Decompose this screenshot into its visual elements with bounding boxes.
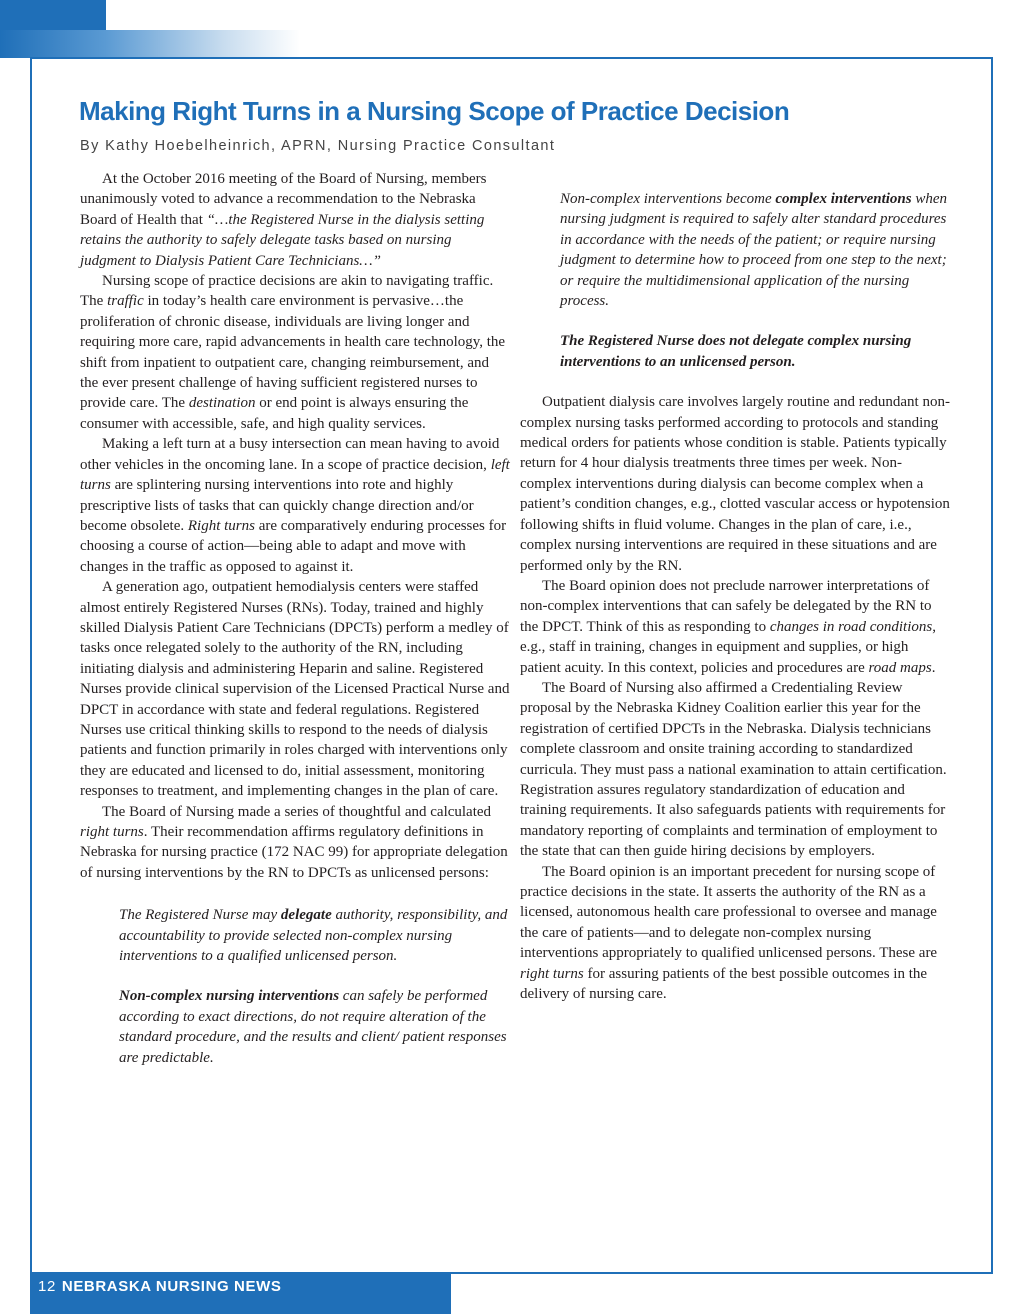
paragraph-credentialing: The Board of Nursing also affirmed a Credentialing Review proposal by the Nebraska Kidney Coalition earlier this year for the registration of certified DPCTs in the Nebraska. Dialysis technicians complete classroom and onsite training according to standardized curricula. They must pass a national examination to attain certification. Registration assures regulatory standardization of education and training requirements. It also safeguards patients with requirements for mandatory reporting of complaints and termination of employment to the state that can then guide hiring decisions by employers.: [520, 679, 947, 860]
article-byline: By Kathy Hoebelheinrich, APRN, Nursing Practice Consultant: [80, 138, 556, 154]
footer: [38, 1278, 281, 1295]
paragraph-board-opinion: The Board opinion does not preclude narrower interpretations of non-complex interventions that can safely be delegated by the RN to the DPCT. Think of this as responding to changes in road conditions, e.g., staff in training, changes in equipment and supplies, or high patient acuity. In this context, policies and procedures are road maps.: [520, 577, 936, 676]
right-column: [520, 189, 950, 1004]
quote-delegate: The Registered Nurse may delegate authority, responsibility, and accountability to provide selected non-complex nursing interventions to a qualified unlicensed person.: [119, 907, 508, 965]
page-number: 12: [38, 1278, 56, 1295]
paragraph-precedent: The Board opinion is an important precedent for nursing scope of practice decisions in the state. It asserts the authority of the RN as a licensed, autonomous health care professional to oversee and manage the care of patients—and to delegate non-complex nursing interventions appropriately to qualified unlicensed persons. These are right turns for assuring patients of the best possible outcomes in the delivery of nursing care.: [520, 863, 938, 1003]
paragraph-intro: At the October 2016 meeting of the Board of Nursing, members unanimously voted to advance a recommendation to the Nebraska Board of Health that “…the Registered Nurse in the dialysis setting retains the authority to safely delegate tasks based on nursing judgment to Dialysis Patient Care Technicians…”: [80, 171, 487, 269]
publication-name: NEBRASKA NURSING NEWS: [61, 1278, 282, 1295]
quote-complex: Non-complex interventions become complex interventions when nursing judgment is required to safely alter standard procedures in accordance with the needs of the patient; or require nursing judgment to determine how to proceed from one step to the next; or require the multidimensional application of the nursing process.: [560, 191, 948, 310]
paragraph-traffic: Nursing scope of practice decisions are akin to navigating traffic. The traffic in today’s health care environment is pervasive…the proliferation of chronic disease, individuals are living longer and requiring more care, rapid advancements in health care technology, the shift from inpatient to outpatient care, changing reimbursement, and the ever present challenge of having sufficient registered nurses to provide care. The destination or end point is always ensuring the consumer with accessible, safe, and high quality services.: [80, 273, 506, 432]
paragraph-generation-ago: A generation ago, outpatient hemodialysis centers were staffed almost entirely Registered Nurses (RNs). Today, trained and highly skilled Dialysis Patient Care Technicians (DPCTs) perform a medley of tasks once relegated solely to the authority of the RN, including initiating dialysis and administering Heparin and saline. Registered Nurses provide clinical supervision of the Licensed Practical Nurse and DPCT in accordance with state and federal regulations. Registered Nurses use critical thinking skills to respond to the needs of dialysis patients and function primarily in roles charged with interventions only they are educated and licensed to do, initial assessment, monitoring responses to treatment, and implementing changes in the plan of care.: [80, 579, 510, 800]
paragraph-board-turns: The Board of Nursing made a series of thoughtful and calculated right turns. Their recommendation affirms regulatory definitions in Nebraska for nursing practice (172 NAC 99) for appropriate delegation of nursing interventions by the RN to DPCTs as unlicensed persons:: [80, 803, 508, 881]
left-column: [80, 169, 510, 1068]
article-title: Making Right Turns in a Nursing Scope of Practice Decision: [79, 96, 790, 126]
quote-does-not-delegate: The Registered Nurse does not delegate complex nursing interventions to an unlicensed person.: [560, 333, 912, 370]
paragraph-outpatient: Outpatient dialysis care involves largely routine and redundant non-complex nursing tasks performed according to protocols and standing medical orders for patients whose condition is stable. Patients typically return for 4 hour dialysis treatments three times per week. Non-complex interventions during dialysis can become complex when a patient’s condition changes, e.g., clotted vascular access or hypotension following shifts in fluid volume. Changes in the plan of care, i.e., complex nursing interventions are required in these situations and are performed only by the RN.: [520, 394, 950, 574]
header-gradient-bar: [0, 30, 300, 58]
paragraph-left-turn: Making a left turn at a busy intersection can mean having to avoid other vehicles in the oncoming lane. In a scope of practice decision, left turns are splintering nursing interventions into rote and highly prescriptive lists of tasks that can quickly change direction and/or become obsolete. Right turns are comparatively enduring processes for choosing a course of action—being able to adapt and move with changes in the traffic as opposed to against it.: [80, 436, 510, 575]
quote-non-complex: Non-complex nursing interventions can safely be performed according to exact directions, do not require alteration of the standard procedure, and the results and client/ patient responses are predictable.: [119, 988, 507, 1066]
